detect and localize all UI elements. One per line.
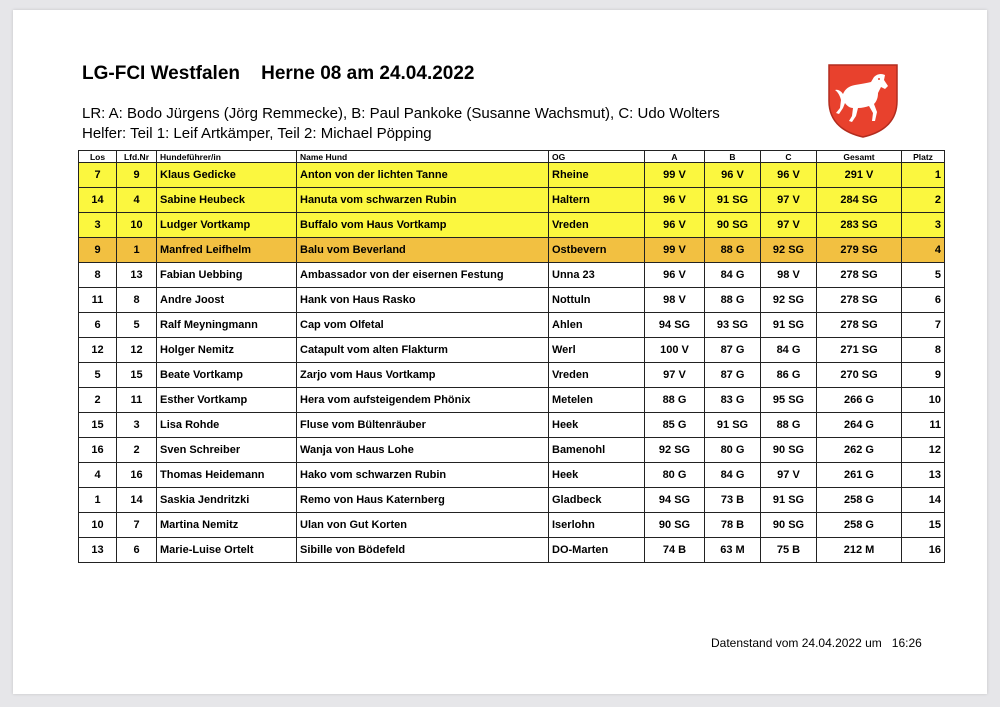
westphalia-horse-crest-icon (825, 61, 901, 139)
og-cell: Bamenohl (549, 438, 645, 463)
score-a-cell: 85 G (645, 413, 705, 438)
total-cell: 258 G (817, 488, 902, 513)
score-a-cell: 97 V (645, 363, 705, 388)
score-c-cell: 84 G (761, 338, 817, 363)
dog-name-cell: Anton von der lichten Tanne (297, 163, 549, 188)
rank-cell: 5 (902, 263, 945, 288)
score-a-cell: 94 SG (645, 313, 705, 338)
column-header: B (705, 151, 761, 163)
dog-name-cell: Cap vom Olfetal (297, 313, 549, 338)
rank-cell: 8 (902, 338, 945, 363)
lfd-cell: 12 (117, 338, 157, 363)
score-b-cell: 91 SG (705, 413, 761, 438)
total-cell: 264 G (817, 413, 902, 438)
og-cell: Vreden (549, 363, 645, 388)
score-c-cell: 90 SG (761, 513, 817, 538)
lfd-cell: 8 (117, 288, 157, 313)
los-cell: 3 (79, 213, 117, 238)
score-a-cell: 96 V (645, 188, 705, 213)
score-b-cell: 87 G (705, 338, 761, 363)
los-cell: 13 (79, 538, 117, 563)
dog-name-cell: Remo von Haus Katernberg (297, 488, 549, 513)
rank-cell: 7 (902, 313, 945, 338)
score-b-cell: 88 G (705, 288, 761, 313)
table-row (79, 363, 945, 388)
total-cell: 278 SG (817, 288, 902, 313)
table-row (79, 538, 945, 563)
table-header-row (79, 151, 945, 163)
lfd-cell: 9 (117, 163, 157, 188)
column-header: OG (549, 151, 645, 163)
table-row (79, 313, 945, 338)
table-row (79, 213, 945, 238)
score-b-cell: 78 B (705, 513, 761, 538)
rank-cell: 3 (902, 213, 945, 238)
rank-cell: 13 (902, 463, 945, 488)
score-c-cell: 96 V (761, 163, 817, 188)
score-c-cell: 91 SG (761, 313, 817, 338)
total-cell: 261 G (817, 463, 902, 488)
score-a-cell: 88 G (645, 388, 705, 413)
handler-cell: Marie-Luise Ortelt (157, 538, 297, 563)
table-row (79, 238, 945, 263)
table-row (79, 188, 945, 213)
lfd-cell: 5 (117, 313, 157, 338)
score-c-cell: 92 SG (761, 238, 817, 263)
los-cell: 14 (79, 188, 117, 213)
og-cell: Heek (549, 463, 645, 488)
total-cell: 278 SG (817, 313, 902, 338)
handler-cell: Manfred Leifhelm (157, 238, 297, 263)
total-cell: 279 SG (817, 238, 902, 263)
table-row (79, 413, 945, 438)
score-a-cell: 74 B (645, 538, 705, 563)
dog-name-cell: Ulan von Gut Korten (297, 513, 549, 538)
handler-cell: Ludger Vortkamp (157, 213, 297, 238)
dog-name-cell: Buffalo vom Haus Vortkamp (297, 213, 549, 238)
dog-name-cell: Sibille von Bödefeld (297, 538, 549, 563)
og-cell: Ostbevern (549, 238, 645, 263)
dog-name-cell: Catapult vom alten Flakturm (297, 338, 549, 363)
handler-cell: Holger Nemitz (157, 338, 297, 363)
dog-name-cell: Fluse vom Bültenräuber (297, 413, 549, 438)
rank-cell: 11 (902, 413, 945, 438)
los-cell: 6 (79, 313, 117, 338)
score-b-cell: 73 B (705, 488, 761, 513)
handler-cell: Andre Joost (157, 288, 297, 313)
score-b-cell: 63 M (705, 538, 761, 563)
score-c-cell: 90 SG (761, 438, 817, 463)
rank-cell: 6 (902, 288, 945, 313)
score-a-cell: 96 V (645, 263, 705, 288)
table-row (79, 488, 945, 513)
column-header: Hundeführer/in (157, 151, 297, 163)
rank-cell: 16 (902, 538, 945, 563)
table-row (79, 513, 945, 538)
rank-cell: 1 (902, 163, 945, 188)
column-header: Lfd.Nr (117, 151, 157, 163)
score-a-cell: 94 SG (645, 488, 705, 513)
score-c-cell: 91 SG (761, 488, 817, 513)
og-cell: Nottuln (549, 288, 645, 313)
total-cell: 266 G (817, 388, 902, 413)
score-a-cell: 100 V (645, 338, 705, 363)
score-b-cell: 83 G (705, 388, 761, 413)
score-a-cell: 99 V (645, 238, 705, 263)
total-cell: 262 G (817, 438, 902, 463)
los-cell: 8 (79, 263, 117, 288)
rank-cell: 14 (902, 488, 945, 513)
los-cell: 15 (79, 413, 117, 438)
lfd-cell: 3 (117, 413, 157, 438)
los-cell: 12 (79, 338, 117, 363)
los-cell: 2 (79, 388, 117, 413)
lfd-cell: 15 (117, 363, 157, 388)
column-header: C (761, 151, 817, 163)
score-a-cell: 92 SG (645, 438, 705, 463)
rank-cell: 2 (902, 188, 945, 213)
dog-name-cell: Zarjo vom Haus Vortkamp (297, 363, 549, 388)
dog-name-cell: Hanuta vom schwarzen Rubin (297, 188, 549, 213)
lfd-cell: 4 (117, 188, 157, 213)
dog-name-cell: Balu vom Beverland (297, 238, 549, 263)
column-header: Platz (902, 151, 945, 163)
los-cell: 4 (79, 463, 117, 488)
rank-cell: 12 (902, 438, 945, 463)
score-b-cell: 91 SG (705, 188, 761, 213)
og-cell: Heek (549, 413, 645, 438)
score-b-cell: 84 G (705, 263, 761, 288)
rank-cell: 4 (902, 238, 945, 263)
dog-name-cell: Ambassador von der eisernen Festung (297, 263, 549, 288)
total-cell: 258 G (817, 513, 902, 538)
og-cell: Haltern (549, 188, 645, 213)
judges-line: LR: A: Bodo Jürgens (Jörg Remmecke), B: Paul Pankoke (Susanne Wachsmut), C: Udo Wolters (82, 105, 720, 122)
data-timestamp: Datenstand vom 24.04.2022 um 16:26 (711, 636, 922, 650)
score-b-cell: 96 V (705, 163, 761, 188)
table-row (79, 163, 945, 188)
score-c-cell: 75 B (761, 538, 817, 563)
score-a-cell: 98 V (645, 288, 705, 313)
handler-cell: Sabine Heubeck (157, 188, 297, 213)
score-b-cell: 84 G (705, 463, 761, 488)
handler-cell: Beate Vortkamp (157, 363, 297, 388)
los-cell: 7 (79, 163, 117, 188)
los-cell: 5 (79, 363, 117, 388)
column-header: A (645, 151, 705, 163)
column-header: Los (79, 151, 117, 163)
rank-cell: 10 (902, 388, 945, 413)
score-b-cell: 80 G (705, 438, 761, 463)
score-b-cell: 93 SG (705, 313, 761, 338)
dog-name-cell: Hako vom schwarzen Rubin (297, 463, 549, 488)
table-row (79, 288, 945, 313)
rank-cell: 9 (902, 363, 945, 388)
og-cell: Unna 23 (549, 263, 645, 288)
los-cell: 16 (79, 438, 117, 463)
table-row (79, 388, 945, 413)
score-c-cell: 97 V (761, 463, 817, 488)
og-cell: DO-Marten (549, 538, 645, 563)
lfd-cell: 7 (117, 513, 157, 538)
score-a-cell: 90 SG (645, 513, 705, 538)
score-c-cell: 88 G (761, 413, 817, 438)
total-cell: 270 SG (817, 363, 902, 388)
score-c-cell: 97 V (761, 213, 817, 238)
table-row (79, 438, 945, 463)
total-cell: 291 V (817, 163, 902, 188)
og-cell: Iserlohn (549, 513, 645, 538)
dog-name-cell: Wanja von Haus Lohe (297, 438, 549, 463)
handler-cell: Saskia Jendritzki (157, 488, 297, 513)
lfd-cell: 16 (117, 463, 157, 488)
results-table (78, 150, 945, 563)
lfd-cell: 2 (117, 438, 157, 463)
los-cell: 9 (79, 238, 117, 263)
score-c-cell: 95 SG (761, 388, 817, 413)
total-cell: 284 SG (817, 188, 902, 213)
lfd-cell: 1 (117, 238, 157, 263)
handler-cell: Lisa Rohde (157, 413, 297, 438)
table-row (79, 463, 945, 488)
score-c-cell: 92 SG (761, 288, 817, 313)
page-title: LG-FCI Westfalen Herne 08 am 24.04.2022 (82, 63, 475, 84)
og-cell: Ahlen (549, 313, 645, 338)
table-row (79, 338, 945, 363)
og-cell: Vreden (549, 213, 645, 238)
lfd-cell: 10 (117, 213, 157, 238)
og-cell: Werl (549, 338, 645, 363)
handler-cell: Sven Schreiber (157, 438, 297, 463)
total-cell: 283 SG (817, 213, 902, 238)
lfd-cell: 13 (117, 263, 157, 288)
dog-name-cell: Hank von Haus Rasko (297, 288, 549, 313)
dog-name-cell: Hera vom aufsteigendem Phönix (297, 388, 549, 413)
score-c-cell: 86 G (761, 363, 817, 388)
og-cell: Rheine (549, 163, 645, 188)
score-a-cell: 96 V (645, 213, 705, 238)
lfd-cell: 6 (117, 538, 157, 563)
handler-cell: Ralf Meyningmann (157, 313, 297, 338)
score-b-cell: 88 G (705, 238, 761, 263)
lfd-cell: 11 (117, 388, 157, 413)
og-cell: Gladbeck (549, 488, 645, 513)
og-cell: Metelen (549, 388, 645, 413)
score-b-cell: 87 G (705, 363, 761, 388)
handler-cell: Martina Nemitz (157, 513, 297, 538)
score-a-cell: 99 V (645, 163, 705, 188)
handler-cell: Fabian Uebbing (157, 263, 297, 288)
score-c-cell: 98 V (761, 263, 817, 288)
helpers-line: Helfer: Teil 1: Leif Artkämper, Teil 2: Michael Pöpping (82, 125, 432, 142)
los-cell: 1 (79, 488, 117, 513)
los-cell: 11 (79, 288, 117, 313)
total-cell: 271 SG (817, 338, 902, 363)
los-cell: 10 (79, 513, 117, 538)
table-row (79, 263, 945, 288)
column-header: Gesamt (817, 151, 902, 163)
handler-cell: Thomas Heidemann (157, 463, 297, 488)
handler-cell: Esther Vortkamp (157, 388, 297, 413)
lfd-cell: 14 (117, 488, 157, 513)
score-c-cell: 97 V (761, 188, 817, 213)
column-header: Name Hund (297, 151, 549, 163)
total-cell: 212 M (817, 538, 902, 563)
rank-cell: 15 (902, 513, 945, 538)
score-b-cell: 90 SG (705, 213, 761, 238)
score-a-cell: 80 G (645, 463, 705, 488)
handler-cell: Klaus Gedicke (157, 163, 297, 188)
total-cell: 278 SG (817, 263, 902, 288)
